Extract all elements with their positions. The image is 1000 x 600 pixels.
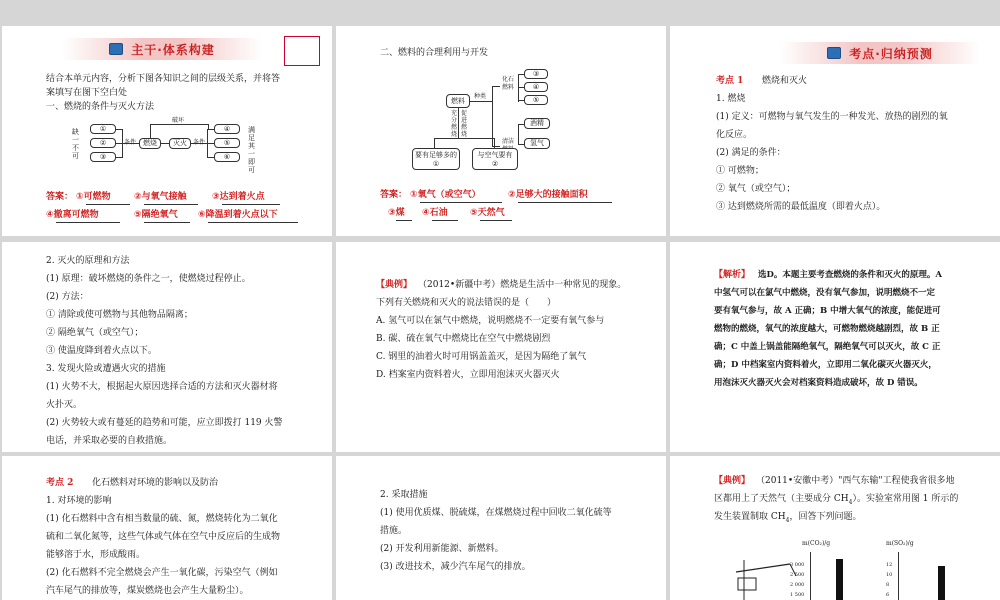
blank-box-c5: ⑤ bbox=[524, 95, 548, 105]
answer-6: ⑥降温到着火点以下 bbox=[198, 210, 278, 220]
chart1-bar bbox=[836, 559, 843, 600]
banner-title: 考点·归纳预测 bbox=[849, 46, 933, 61]
s4-line: 火扑灭。 bbox=[46, 400, 83, 410]
slide-points-2 bbox=[2, 456, 332, 600]
blank-box-4: ④ bbox=[214, 124, 240, 134]
point-heading: 化石燃料对环境的影响以及防治 bbox=[92, 478, 219, 488]
s4-line: (2) 方法： bbox=[46, 292, 89, 302]
answer-c3: ③煤 bbox=[388, 208, 405, 218]
q-text: 区都用上了天然气（主要成分 CH bbox=[714, 494, 849, 504]
s3-line: (1) 定义：可燃物与氧气发生的一种发光、放热的剧烈的氧 bbox=[716, 112, 948, 122]
label-fossil-fuel: 化石燃料 bbox=[502, 76, 515, 91]
question-line: （2011•安徽中考）"西气东输"工程使我省很多地 bbox=[756, 476, 955, 486]
label-promote: 促进燃烧 bbox=[461, 110, 468, 138]
s8-line: (3) 改进技术，减少汽车尾气的排放。 bbox=[380, 562, 531, 572]
slide-structure bbox=[2, 26, 332, 236]
s3-line: (2) 满足的条件： bbox=[716, 148, 786, 158]
s8-line: (2) 开发利用新能源、新燃料。 bbox=[380, 544, 504, 554]
s3-line: 化反应。 bbox=[716, 130, 753, 140]
s7-line: 硫和二氧化氮等，这些气体或气体在空气中反应后的生成物 bbox=[46, 532, 281, 542]
analysis-line: 选D。本题主要考查燃烧的条件和灭火的原理。A bbox=[758, 270, 942, 280]
node-extinguish: 灭火 bbox=[169, 138, 191, 149]
point-heading: 燃烧和灭火 bbox=[762, 76, 808, 86]
stamp-logo bbox=[284, 36, 320, 66]
point-label: 考点 2 bbox=[46, 478, 74, 488]
q-text: ，回答下列问题。 bbox=[789, 512, 862, 522]
s4-line: 3. 发现火险或遭遇火灾的措施 bbox=[46, 364, 166, 374]
banner-title: 主干·体系构建 bbox=[131, 42, 215, 57]
answer-3: ③达到着火点 bbox=[212, 192, 265, 202]
blank-box-1: ① bbox=[90, 124, 116, 134]
blank-box-c4: ④ bbox=[524, 82, 548, 92]
s8-line: 2. 采取措施 bbox=[380, 490, 428, 500]
analysis-line: 确；C 中盖上锅盖能隔绝氧气，隔绝氧气可以灭火，故 C 正 bbox=[714, 342, 941, 352]
label-full-burn: 充分燃烧 bbox=[451, 110, 458, 138]
answer-2: ②与氧气接触 bbox=[134, 192, 187, 202]
chart1-area bbox=[790, 552, 864, 600]
chart2-tick: 12 bbox=[886, 562, 893, 568]
blank-box-2: ② bbox=[90, 138, 116, 148]
analysis-line: 确；D 中档案室内资料着火，立即用二氧化碳灭火器灭火， bbox=[714, 360, 937, 370]
chart2-ylabel: m(SO₂)/g bbox=[886, 540, 914, 547]
book-icon bbox=[827, 47, 841, 59]
question-line bbox=[714, 492, 958, 510]
chart2-tick: 8 bbox=[886, 582, 890, 588]
chart2-area bbox=[886, 552, 952, 600]
q-text: ）。实验室常用图 1 所示的 bbox=[852, 494, 959, 504]
s8-line: 措施。 bbox=[380, 526, 408, 536]
blank-box-3: ③ bbox=[90, 152, 116, 162]
option-a: A. 氢气可以在氯气中燃烧，说明燃烧不一定要有氧气参与 bbox=[376, 316, 605, 326]
q-sub: 4 bbox=[785, 516, 790, 524]
option-c: C. 钢里的油着火时可用锅盖盖灭，是因为隔绝了氧气 bbox=[376, 352, 587, 362]
example-tag: 【典例】 bbox=[376, 280, 413, 290]
analysis-tag: 【解析】 bbox=[714, 270, 751, 280]
chart1-tick: 2 500 bbox=[790, 572, 805, 578]
s7-line: (1) 化石燃料中含有相当数量的硫、氮，燃烧转化为二氧化 bbox=[46, 514, 278, 524]
chart1-tick: 1 500 bbox=[790, 592, 805, 598]
answer-c2: ②足够大的接触面积 bbox=[508, 190, 588, 200]
s8-line: (1) 使用优质煤、脱硫煤，在煤燃烧过程中回收二氧化硫等 bbox=[380, 508, 612, 518]
s7-line: 汽车尾气的排放等，煤炭燃烧也会产生大量粉尘）。 bbox=[46, 586, 249, 596]
book-icon bbox=[109, 43, 123, 55]
analysis-line: 中氢气可以在氯气中燃烧，没有氧气参加，说明燃烧不一定 bbox=[714, 288, 936, 298]
slide-extinguish bbox=[2, 242, 332, 452]
chart2-tick: 10 bbox=[886, 572, 893, 578]
s7-line: 1. 对环境的影响 bbox=[46, 496, 112, 506]
q-text: 发生装置制取 CH bbox=[714, 512, 786, 522]
point-label: 考点 1 bbox=[716, 76, 744, 86]
s3-line: ③ 达到燃烧所需的最低温度（即着火点）。 bbox=[716, 202, 886, 212]
label-enough: 要有足够多的 bbox=[415, 151, 457, 159]
label-destroy: 破坏 bbox=[172, 117, 185, 124]
diagram-right-label: 满足其一即可 bbox=[248, 126, 255, 174]
s4-line: ① 清除或使可燃物与其他物品隔离； bbox=[46, 310, 193, 320]
label-contact: 与空气要有 bbox=[477, 151, 513, 159]
s4-line: (1) 火势不大，根据起火原因选择合适的方法和灭火器材将 bbox=[46, 382, 278, 392]
question-line: 下列有关燃烧和灭火的说法错误的是（ ） bbox=[376, 298, 557, 308]
example-tag: 【典例】 bbox=[714, 476, 751, 486]
blank-c1: ① bbox=[432, 160, 440, 168]
slide-points-1 bbox=[670, 26, 1000, 236]
diagram-left-label: 缺一不可 bbox=[72, 128, 79, 160]
node-hydrogen: 氢气 bbox=[524, 138, 550, 149]
blank-box-6: ⑥ bbox=[214, 152, 240, 162]
slide-example-2 bbox=[670, 456, 1000, 600]
s4-line: (1) 原理：破坏燃烧的条件之一，使燃烧过程停止。 bbox=[46, 274, 251, 284]
analysis-line: 要有氧气参与，故 A 正确；B 中增大氧气的浓度，能促进可 bbox=[714, 306, 941, 316]
analysis-line: 燃物的燃烧，氧气的浓度越大，可燃物燃烧越剧烈，故 B 正 bbox=[714, 324, 940, 334]
label-clean-fuel: 清洁 bbox=[502, 138, 515, 145]
blank-box-5: ⑤ bbox=[214, 138, 240, 148]
s7-line: 能够溶于水，形成酸雨。 bbox=[46, 550, 146, 560]
section-heading-1: 一、燃烧的条件与灭火方法 bbox=[46, 102, 155, 112]
intro-line-1: 结合本单元内容，分析下图各知识之间的层级关系，并将答 bbox=[46, 74, 281, 84]
chart2-tick: 6 bbox=[886, 592, 890, 598]
label-condition-2: 条件 bbox=[193, 139, 206, 146]
s4-line: ② 隔绝氧气（或空气）； bbox=[46, 328, 144, 338]
answer-4: ④撤离可燃物 bbox=[46, 210, 99, 220]
node-enough-oxygen bbox=[412, 148, 460, 170]
answer-c1: ①氧气（或空气） bbox=[410, 190, 481, 200]
answer-c4: ④石油 bbox=[422, 208, 448, 218]
option-d: D. 档案室内资料着火，立即用泡沫灭火器灭火 bbox=[376, 370, 560, 380]
node-burning: 燃烧 bbox=[139, 138, 161, 149]
s4-line: 电话，并采取必要的自救措施。 bbox=[46, 436, 173, 446]
chart2-bar bbox=[938, 566, 945, 600]
answer-5: ⑤隔绝氧气 bbox=[134, 210, 178, 220]
banner-points bbox=[780, 42, 980, 64]
s3-line: 1. 燃烧 bbox=[716, 94, 746, 104]
chart1-ylabel: m(CO₂)/g bbox=[802, 540, 831, 547]
analysis-line: 用泡沫灭火器灭火会对档案资料造成破坏，故 D 错误。 bbox=[714, 378, 923, 388]
question-line: （2012•新疆中考）燃烧是生活中一种常见的现象。 bbox=[418, 280, 627, 290]
s3-line: ② 氧气（或空气）； bbox=[716, 184, 796, 194]
slide-example-1 bbox=[336, 242, 666, 452]
label-kind: 种类 bbox=[474, 93, 487, 100]
question-line bbox=[714, 510, 861, 528]
s4-line: ③ 使温度降到着火点以下。 bbox=[46, 346, 157, 356]
slide-fuel bbox=[336, 26, 666, 236]
s7-line: (2) 化石燃料不完全燃烧会产生一氧化碳，污染空气（例如 bbox=[46, 568, 278, 578]
s4-line: 2. 灭火的原理和方法 bbox=[46, 256, 130, 266]
slide-analysis bbox=[670, 242, 1000, 452]
answer-label: 答案： bbox=[46, 192, 74, 202]
section-heading-2: 二、燃料的合理利用与开发 bbox=[380, 48, 489, 58]
node-contact-air bbox=[472, 148, 518, 170]
s4-line: (2) 火势较大或有蔓延的趋势和可能，应立即拨打 119 火警 bbox=[46, 418, 283, 428]
s3-line: ① 可燃物； bbox=[716, 166, 764, 176]
chart1-tick: 3 000 bbox=[790, 562, 805, 568]
answer-c5: ⑤天然气 bbox=[470, 208, 505, 218]
node-alcohol: 酒精 bbox=[524, 118, 550, 129]
chart1-tick: 2 000 bbox=[790, 582, 805, 588]
blank-box-c3: ③ bbox=[524, 69, 548, 79]
blank-c2: ② bbox=[491, 160, 499, 168]
q-sub: 4 bbox=[848, 498, 853, 506]
node-fuel: 燃料 bbox=[446, 94, 470, 108]
intro-line-2: 案填写在图下空白处 bbox=[46, 88, 128, 98]
slide-measures bbox=[336, 456, 666, 600]
answer-1: ①可燃物 bbox=[76, 192, 111, 202]
option-b: B. 碳、硫在氧气中燃烧比在空气中燃烧剧烈 bbox=[376, 334, 551, 344]
banner-structure bbox=[62, 38, 262, 60]
answer-label: 答案： bbox=[380, 190, 408, 200]
